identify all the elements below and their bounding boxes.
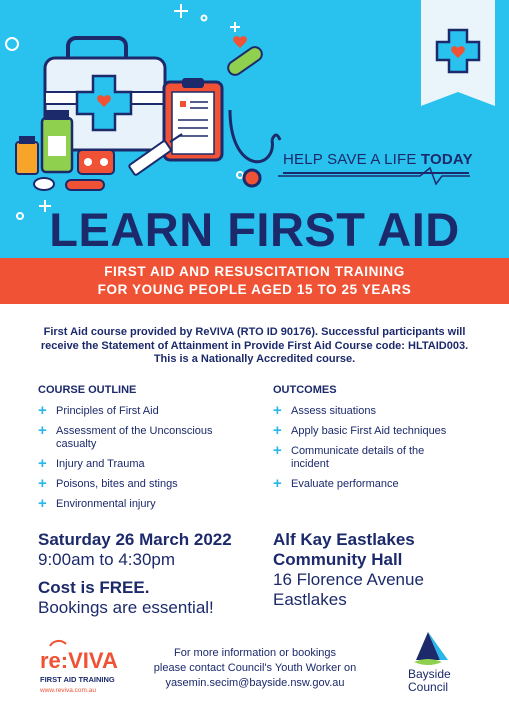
tagline-underline [283, 172, 469, 174]
tagline [283, 151, 473, 168]
bayside-council-logo [404, 626, 474, 699]
venue-address: 16 Florence Avenue Eastlakes [273, 570, 424, 609]
event-bookings: Bookings are essential! [38, 598, 214, 617]
plus-icon: + [273, 475, 282, 492]
tagline-bold: TODAY [420, 151, 473, 168]
event-date: Saturday 26 March 2022 [38, 530, 232, 549]
outcomes [273, 384, 473, 498]
outcomes-heading: OUTCOMES [273, 384, 337, 396]
list-item: + Assessment of the Unconscious casualty [38, 422, 213, 450]
course-outline [38, 384, 248, 518]
list-item: + Injury and Trauma [38, 455, 145, 472]
clipboard-icon [164, 78, 222, 160]
reviva-logo [38, 636, 148, 701]
venue-name: Alf Kay Eastlakes Community Hall [273, 530, 415, 569]
page-title: LEARN FIRST AID [49, 203, 460, 256]
plus-icon: + [38, 455, 47, 472]
course-outline-heading: COURSE OUTLINE [38, 384, 137, 396]
intro-text: First Aid course provided by ReVIVA (RTO ID 90176). Successful participants will receive the Statement of Attainment in Provide First Aid Course code: HLTAID003. This is a Nationally Accredited course. [40, 326, 469, 365]
list-item: + Poisons, bites and stings [38, 475, 178, 492]
event-details [38, 530, 232, 618]
hero-banner [0, 0, 509, 258]
list-item: + Communicate details of the incident [273, 442, 425, 470]
plus-icon: + [273, 442, 282, 459]
event-time: 9:00am to 4:30pm [38, 550, 176, 569]
plus-icon: + [38, 475, 47, 492]
list-item: + Apply basic First Aid techniques [273, 422, 447, 439]
reviva-sub: FIRST AID TRAINING [40, 675, 115, 684]
banner-line-1: FIRST AID AND RESUSCITATION TRAINING [104, 264, 405, 279]
list-item: + Evaluate performance [273, 475, 399, 492]
contact-info [150, 646, 360, 691]
age-banner [0, 258, 509, 304]
reviva-url: www.reviva.com.au [40, 687, 96, 694]
plus-icon: + [273, 422, 282, 439]
pills-icon [34, 178, 104, 190]
contact-line-1: For more information or bookings [173, 647, 336, 659]
heartbeat-line [278, 168, 470, 184]
list-item: + Principles of First Aid [38, 402, 159, 419]
reviva-name: re:VIVA [40, 648, 118, 673]
plus-icon [421, 0, 495, 106]
capsule-icon [225, 36, 264, 77]
list-item: + Environmental injury [38, 495, 156, 512]
contact-line-2: please contact Council's Youth Worker on [153, 662, 357, 674]
bayside-line-1: Bayside [408, 667, 451, 681]
plus-icon: + [38, 422, 47, 439]
list-item: + Assess situations [273, 402, 376, 419]
plus-icon: + [38, 402, 47, 419]
plus-icon: + [273, 402, 282, 419]
tagline-regular: HELP SAVE A LIFE [283, 151, 421, 168]
contact-email[interactable]: yasemin.secim@bayside.nsw.gov.au [165, 677, 345, 689]
event-cost: Cost is FREE. [38, 578, 150, 597]
venue-details [273, 530, 424, 610]
banner-line-2: FOR YOUNG PEOPLE AGED 15 TO 25 YEARS [97, 282, 412, 297]
plus-icon: + [38, 495, 47, 512]
bayside-line-2: Council [408, 680, 449, 694]
